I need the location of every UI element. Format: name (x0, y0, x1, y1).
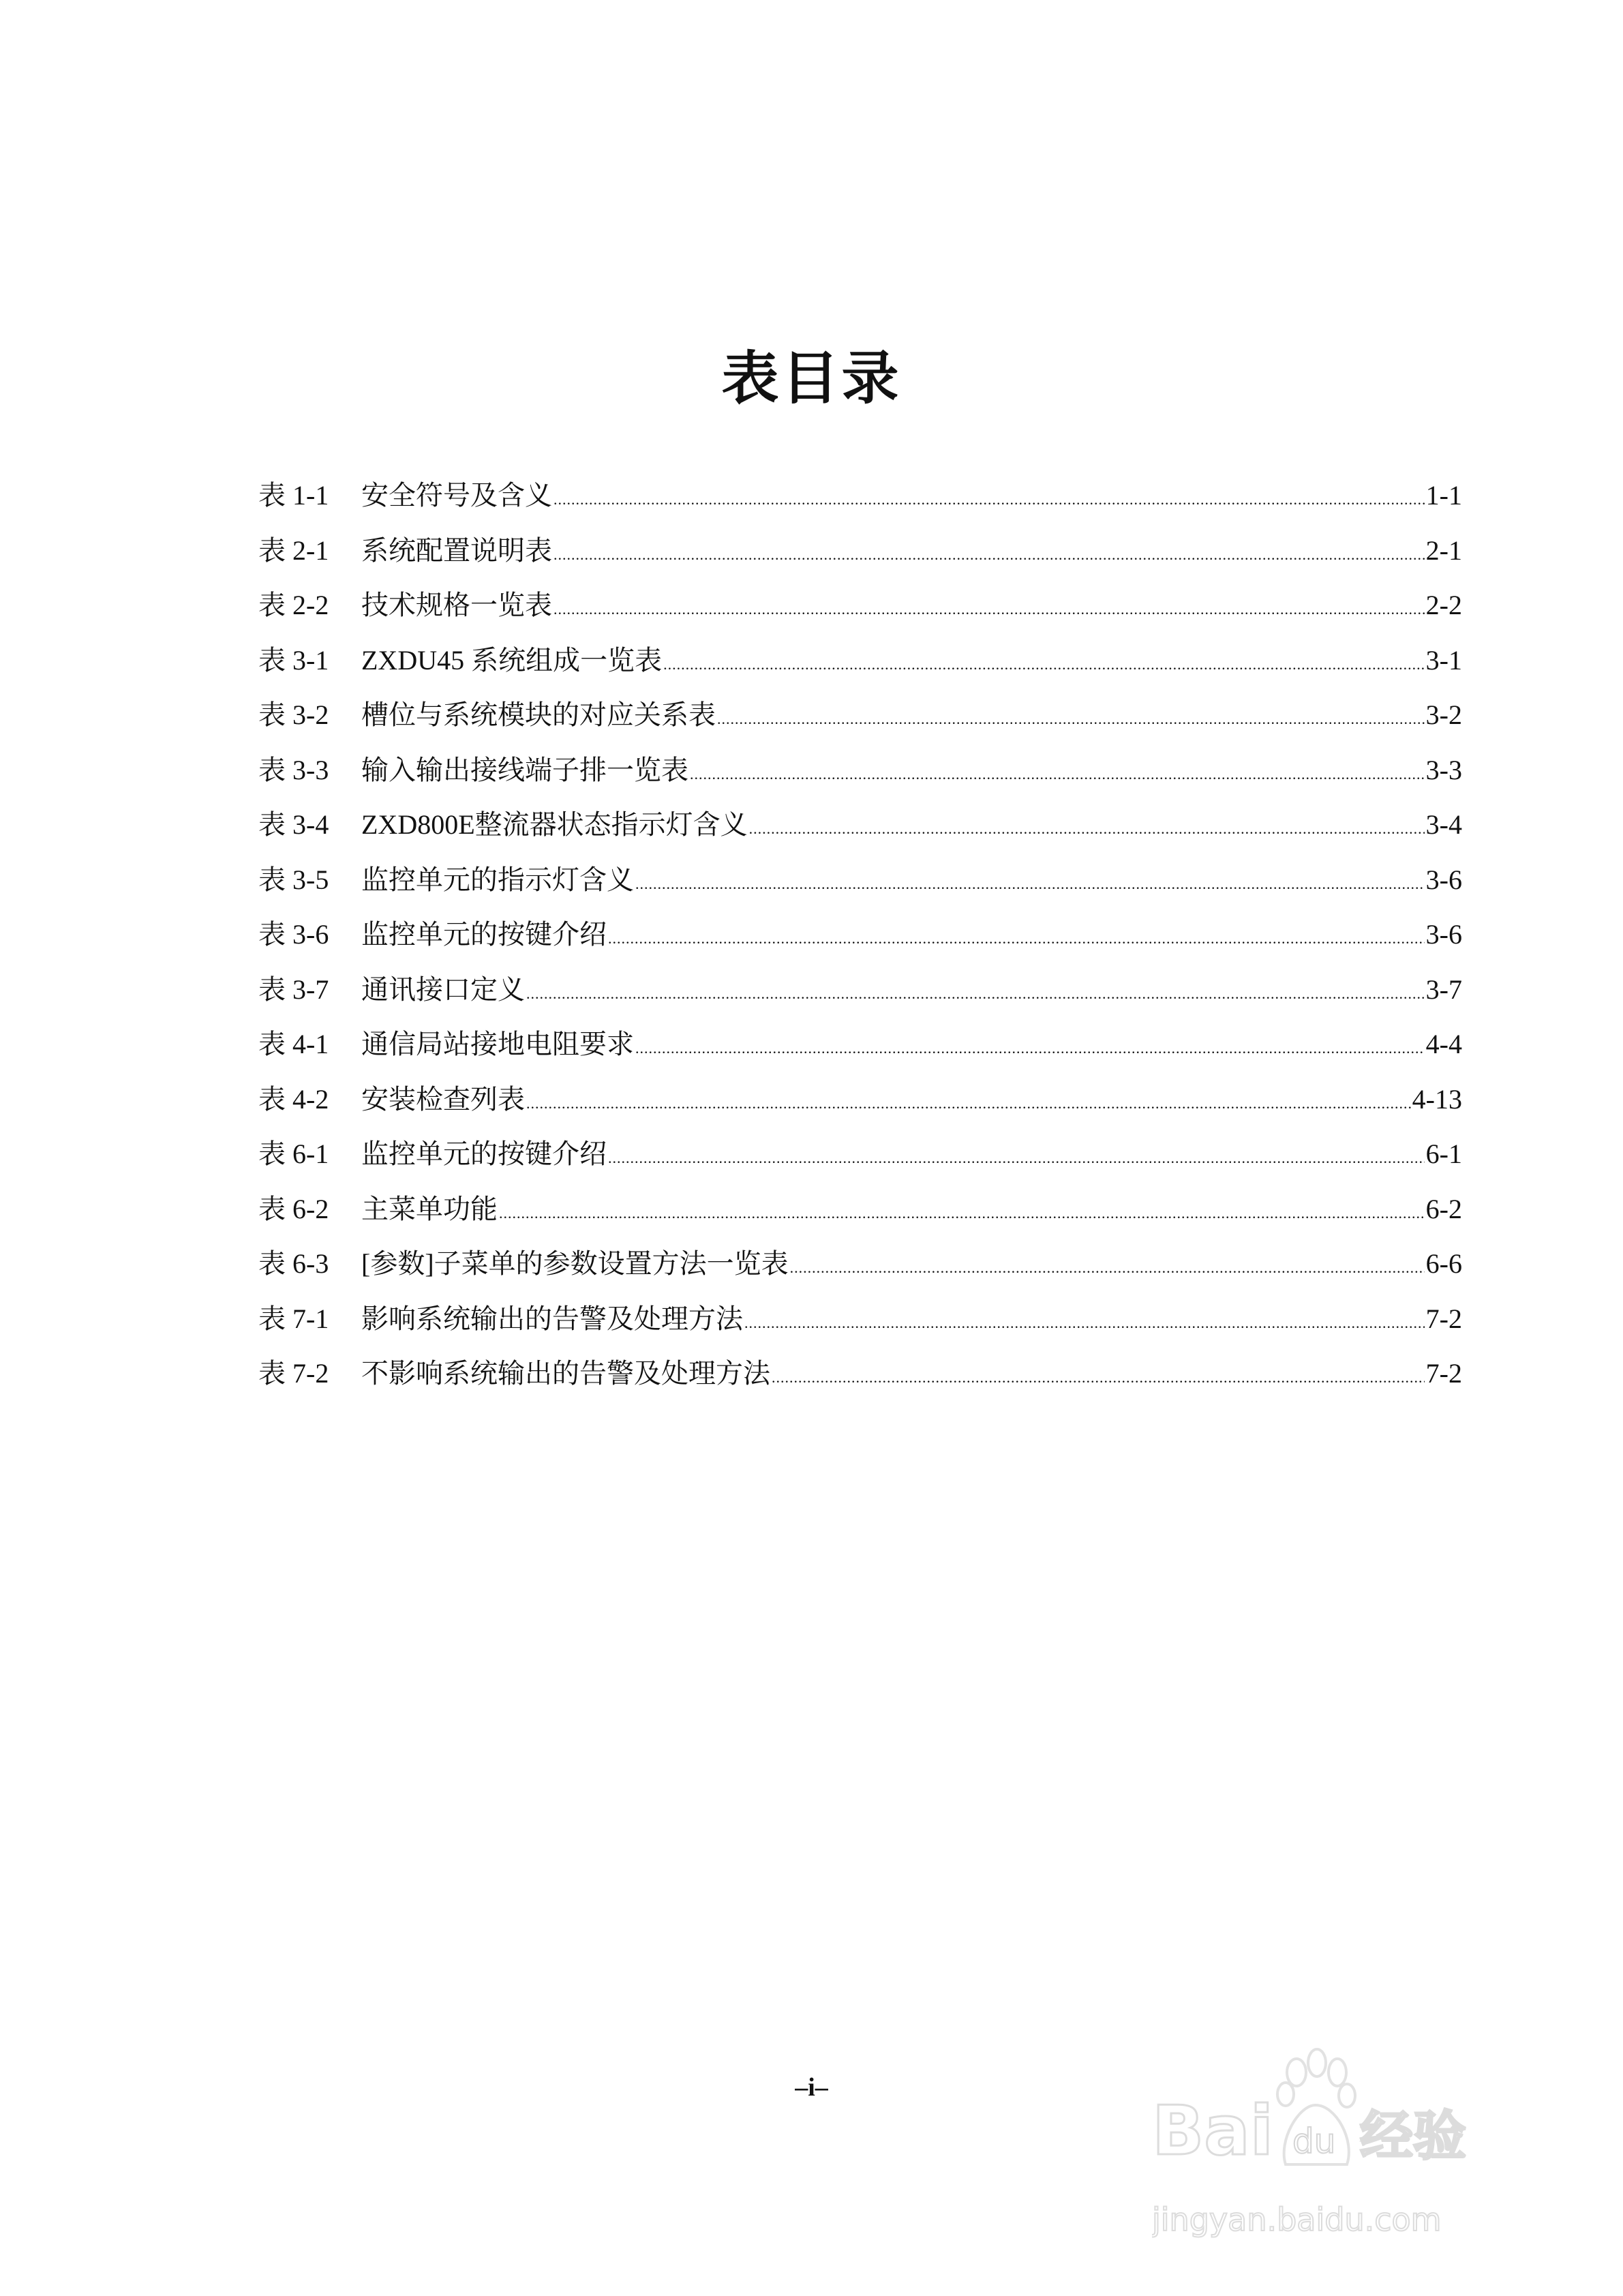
toc-entry[interactable] (258, 749, 1462, 804)
dot-leader (553, 546, 1425, 564)
entry-page: 7-2 (1425, 1358, 1462, 1389)
page-number: –i– (795, 2073, 828, 2102)
svg-text:Bai: Bai (1152, 2091, 1273, 2171)
dot-leader (608, 930, 1425, 948)
toc-entry[interactable] (258, 1078, 1462, 1133)
toc-entry[interactable] (258, 639, 1462, 694)
entry-number: 表 3-4 (258, 809, 329, 840)
toc-entry[interactable] (258, 693, 1462, 749)
dot-leader (499, 1205, 1425, 1222)
entry-number: 表 3-2 (258, 699, 329, 730)
dot-leader (553, 491, 1425, 509)
dot-leader (690, 766, 1425, 783)
entry-number: 表 4-2 (258, 1083, 329, 1115)
entry-title: 监控单元的按键介绍 (361, 919, 607, 950)
entry-number: 表 3-1 (258, 644, 329, 676)
entry-number: 表 6-3 (258, 1248, 329, 1279)
entry-title: 主菜单功能 (361, 1193, 498, 1224)
svg-text:jingyan.baidu.com: jingyan.baidu.com (1152, 2201, 1442, 2238)
entry-page: 3-6 (1425, 864, 1462, 895)
entry-number: 表 3-3 (258, 754, 329, 785)
entry-page: 2-1 (1425, 534, 1462, 566)
toc-entry[interactable] (258, 1188, 1462, 1243)
toc-entry[interactable] (258, 1297, 1462, 1353)
entry-title: 通信局站接地电阻要求 (361, 1029, 634, 1059)
entry-number: 表 3-5 (258, 864, 329, 895)
entry-number: 表 2-1 (258, 534, 329, 566)
baidu-watermark-logo (1152, 2038, 1534, 2243)
dot-leader (663, 656, 1425, 674)
entry-number: 表 4-1 (258, 1029, 329, 1059)
entry-page: 1-1 (1425, 480, 1462, 511)
dot-leader (744, 1314, 1425, 1332)
entry-number: 表 3-7 (258, 973, 329, 1005)
entry-page: 4-13 (1412, 1083, 1462, 1115)
entry-page: 3-6 (1425, 919, 1462, 950)
entry-title: ZXDU45 系统组成一览表 (361, 644, 663, 676)
entry-title: 监控单元的按键介绍 (361, 1138, 607, 1169)
toc-entry[interactable] (258, 584, 1462, 639)
dot-leader (553, 601, 1425, 618)
toc-entry[interactable] (258, 858, 1462, 913)
entry-page: 3-1 (1425, 644, 1462, 676)
toc-entry[interactable] (258, 1242, 1462, 1297)
dot-leader (526, 1095, 1411, 1113)
toc-entry[interactable] (258, 1132, 1462, 1188)
entry-page: 6-1 (1425, 1138, 1462, 1169)
entry-title: 不影响系统输出的告警及处理方法 (361, 1358, 770, 1389)
entry-number: 表 7-2 (258, 1358, 329, 1389)
toc-entry[interactable] (258, 968, 1462, 1023)
dot-leader (790, 1259, 1425, 1277)
toc-entry[interactable] (258, 803, 1462, 858)
entry-title: 技术规格一览表 (361, 590, 552, 620)
entry-title: 安全符号及含义 (361, 480, 552, 511)
toc-entry[interactable] (258, 1023, 1462, 1078)
dot-leader (772, 1369, 1425, 1387)
dot-leader (635, 1040, 1425, 1057)
entry-number: 表 7-1 (258, 1303, 329, 1334)
entry-title: 影响系统输出的告警及处理方法 (361, 1303, 743, 1334)
entry-page: 6-6 (1425, 1248, 1462, 1279)
dot-leader (717, 710, 1425, 728)
entry-page: 2-2 (1425, 590, 1462, 620)
entry-number: 表 1-1 (258, 480, 329, 511)
toc-entry[interactable] (258, 1352, 1462, 1407)
entry-title: 系统配置说明表 (361, 534, 552, 566)
entry-number: 表 3-6 (258, 919, 329, 950)
entry-title: ZXD800E整流器状态指示灯含义 (361, 809, 748, 840)
toc-entry[interactable] (258, 474, 1462, 529)
svg-text:du: du (1292, 2121, 1336, 2161)
entry-page: 3-4 (1425, 809, 1462, 840)
entry-page: 4-4 (1425, 1029, 1462, 1059)
entry-page: 3-7 (1425, 973, 1462, 1005)
entry-number: 表 6-2 (258, 1193, 329, 1224)
entry-title: 安装检查列表 (361, 1083, 525, 1115)
svg-text:经验: 经验 (1360, 2106, 1467, 2167)
entry-page: 3-3 (1425, 754, 1462, 785)
entry-number: 表 6-1 (258, 1138, 329, 1169)
toc-entry[interactable] (258, 913, 1462, 968)
table-of-tables (258, 474, 1462, 1407)
dot-leader (526, 985, 1425, 1003)
dot-leader (608, 1149, 1425, 1167)
entry-number: 表 2-2 (258, 590, 329, 620)
entry-page: 3-2 (1425, 699, 1462, 730)
entry-page: 7-2 (1425, 1303, 1462, 1334)
entry-title: [参数]子菜单的参数设置方法一览表 (361, 1248, 789, 1279)
dot-leader (749, 820, 1425, 838)
entry-title: 通讯接口定义 (361, 973, 525, 1005)
toc-entry[interactable] (258, 529, 1462, 584)
entry-title: 监控单元的指示灯含义 (361, 864, 634, 895)
entry-title: 槽位与系统模块的对应关系表 (361, 699, 716, 730)
entry-title: 输入输出接线端子排一览表 (361, 754, 688, 785)
dot-leader (635, 875, 1425, 893)
page-title: 表目录 (721, 345, 902, 412)
entry-page: 6-2 (1425, 1193, 1462, 1224)
